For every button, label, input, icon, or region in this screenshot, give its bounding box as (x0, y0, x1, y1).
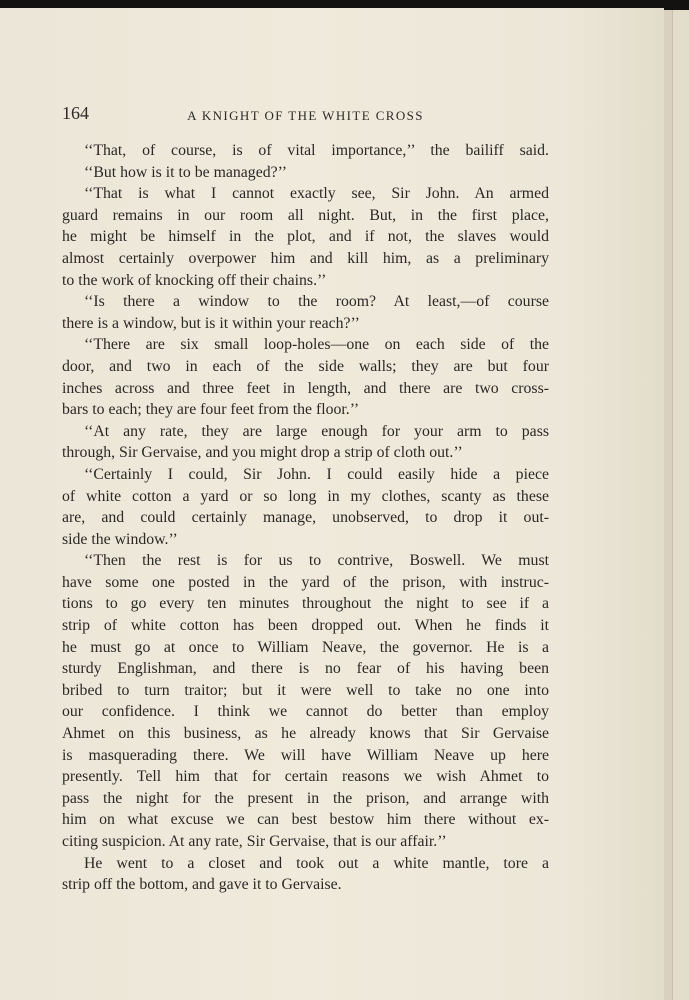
text-line: guard remains in our room all night. But, in the first place, (62, 206, 549, 224)
text-line: ‘‘That, of course, is of vital importance,’’ the bailiff said. (84, 142, 549, 159)
text-line: door, and two in each of the side walls; they are but four (62, 357, 549, 375)
text-line: pass the night for the present in the prison, and arrange with (62, 789, 549, 807)
text-line: tions to go every ten minutes throughout the night to see if a (62, 595, 549, 613)
text-line: Ahmet on this business, as he already knows that Sir Gervaise (62, 725, 549, 743)
text-line: ‘‘Certainly I could, Sir John. I could easily hide a piece (84, 465, 549, 483)
text-line: are, and could certainly manage, unobserved, to drop it out- (62, 509, 549, 527)
text-line: ‘‘But how is it to be managed?’’ (84, 163, 287, 181)
text-line: ‘‘There are six small loop-holes—one on each side of the (84, 336, 549, 354)
body-text (62, 140, 549, 896)
text-line: have some one posted in the yard of the prison, with instruc- (62, 573, 549, 591)
running-title: A KNIGHT OF THE WHITE CROSS (187, 108, 424, 123)
page-number: 164 (62, 103, 89, 123)
text-line: through, Sir Gervaise, and you might drop a strip of cloth out.’’ (62, 444, 463, 462)
text-line: presently. Tell him that for certain reasons we wish Ahmet to (62, 768, 549, 786)
text-line: He went to a closet and took out a white mantle, tore a (84, 854, 549, 872)
text-line: there is a window, but is it within your reach?’’ (62, 314, 360, 332)
text-line: to the work of knocking off their chains.’’ (62, 271, 327, 289)
text-line: almost certainly overpower him and kill him, as a preliminary (62, 249, 549, 267)
text-line: strip of white cotton has been dropped out. When he finds it (62, 617, 549, 635)
text-line: ‘‘Is there a window to the room? At least,—of course (84, 293, 549, 311)
text-line: he might be himself in the plot, and if not, the slaves would (62, 228, 549, 246)
text-line: he must go at once to William Neave, the governor. He is a (62, 638, 549, 656)
text-line: ‘‘Then the rest is for us to contrive, Boswell. We must (84, 552, 549, 570)
text-line: ‘‘At any rate, they are large enough for your arm to pass (84, 422, 549, 440)
text-line: inches across and three feet in length, and there are two cross- (62, 379, 549, 397)
text-line: sturdy Englishman, and there is no fear of his having been (62, 660, 549, 678)
page-header (62, 103, 549, 129)
text-line: citing suspicion. At any rate, Sir Gervaise, that is our affair.’’ (62, 833, 447, 850)
text-line: bars to each; they are four feet from the floor.’’ (62, 401, 360, 419)
page-edge (664, 10, 672, 1000)
text-line: bribed to turn traitor; but it were well to take no one into (62, 681, 549, 699)
text-line: of white cotton a yard or so long in my clothes, scanty as these (62, 487, 549, 505)
text-line: side the window.’’ (62, 530, 178, 548)
text-line: ‘‘That is what I cannot exactly see, Sir John. An armed (84, 185, 549, 203)
text-line: strip off the bottom, and gave it to Gervaise. (62, 876, 342, 894)
text-line: is masquerading there. We will have William Neave up here (62, 746, 549, 764)
text-line: him on what excuse we can best bestow him there without ex- (62, 811, 549, 829)
text-line: our confidence. I think we cannot do better than employ (62, 703, 549, 721)
page-stack-edge (672, 10, 689, 1000)
